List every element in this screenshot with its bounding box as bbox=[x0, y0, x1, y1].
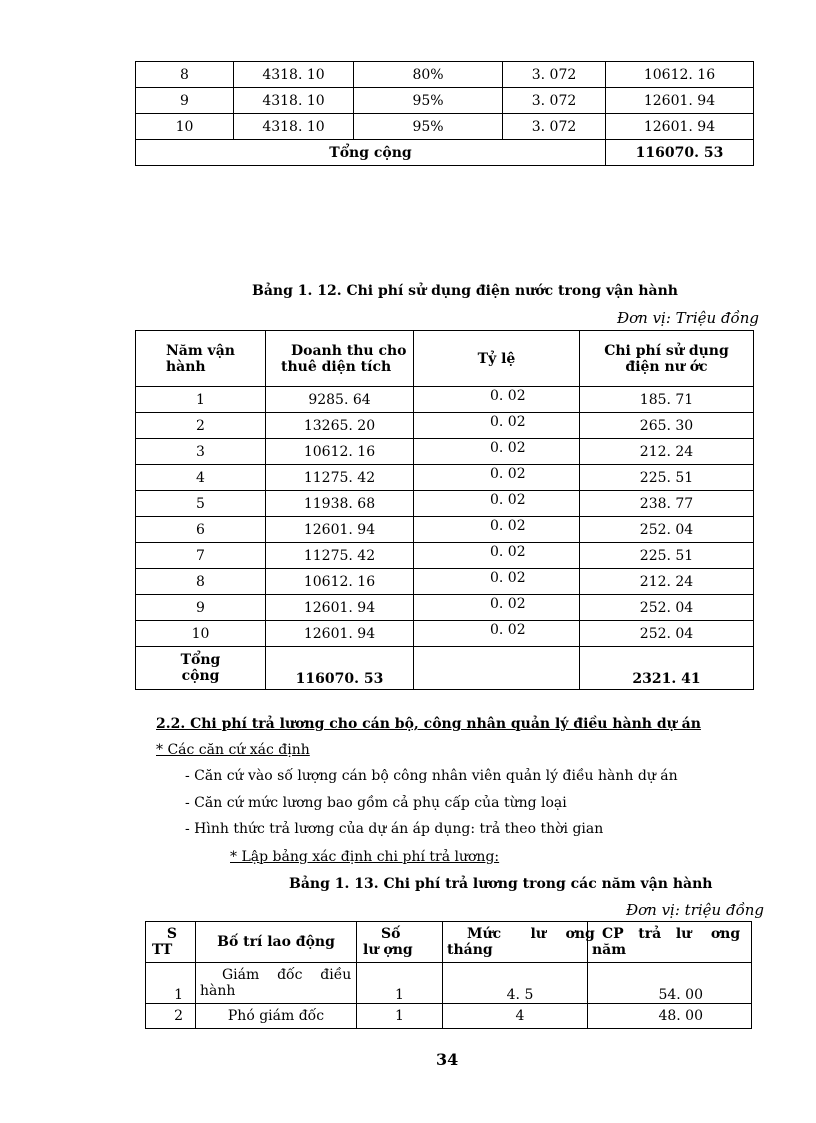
table-row bbox=[136, 517, 754, 543]
table-row bbox=[136, 114, 754, 140]
table-cell: 185. 71 bbox=[580, 387, 754, 413]
table-cell: 10612. 16 bbox=[606, 62, 754, 88]
table-cell: 3 bbox=[136, 439, 266, 465]
table-13-caption: Bảng 1. 13. Chi phí trả lương trong các năm vận hành bbox=[289, 876, 713, 892]
table-cell: 2 bbox=[146, 1004, 196, 1029]
table-cell: 12601. 94 bbox=[266, 517, 414, 543]
table-cell: 0. 02 bbox=[414, 543, 580, 569]
table-cell: 7 bbox=[136, 543, 266, 569]
table-row bbox=[136, 88, 754, 114]
header-year: Năm vận hành bbox=[136, 331, 266, 387]
table-cell: 9 bbox=[136, 88, 234, 114]
table-row bbox=[136, 595, 754, 621]
table-cell: 13265. 20 bbox=[266, 413, 414, 439]
table-row bbox=[136, 569, 754, 595]
header-ratio: Tỷ lệ bbox=[414, 331, 580, 387]
header-cost: Chi phí sử dụng điện nư ớc bbox=[580, 331, 754, 387]
table-cell: 10 bbox=[136, 621, 266, 647]
table-cell: 3. 072 bbox=[503, 88, 606, 114]
table-cell: 265. 30 bbox=[580, 413, 754, 439]
table-cell: 3. 072 bbox=[503, 114, 606, 140]
table-cell: 0. 02 bbox=[414, 387, 580, 413]
bullet-1: - Căn cứ vào số lượng cán bộ công nhân viên quản lý điều hành dự án bbox=[185, 768, 678, 784]
table-cell: 1 bbox=[136, 387, 266, 413]
table-cell: 0. 02 bbox=[414, 439, 580, 465]
table-cell: 0. 02 bbox=[414, 595, 580, 621]
table-cell: 11938. 68 bbox=[266, 491, 414, 517]
header-stt: S TT bbox=[146, 922, 196, 963]
plan-line: * Lập bảng xác định chi phí trả lương: bbox=[230, 849, 500, 865]
table-cell: 4318. 10 bbox=[234, 88, 354, 114]
total-revenue: 116070. 53 bbox=[266, 647, 414, 690]
table-cell: 95% bbox=[354, 88, 503, 114]
table-cell: 252. 04 bbox=[580, 517, 754, 543]
table-row bbox=[136, 62, 754, 88]
bullet-2: - Căn cứ mức lương bao gồm cả phụ cấp của từng loại bbox=[185, 795, 567, 811]
table-cell: 1 bbox=[146, 963, 196, 1004]
total-label: Tổng cộng bbox=[136, 140, 606, 166]
table-cell: 48. 00 bbox=[588, 1004, 752, 1029]
table-cell: 11275. 42 bbox=[266, 465, 414, 491]
table-cell: 8 bbox=[136, 62, 234, 88]
total-label: Tổng cộng bbox=[136, 647, 266, 690]
table-continuation bbox=[135, 61, 754, 166]
table-header-row bbox=[136, 331, 754, 387]
table-cell: 0. 02 bbox=[414, 465, 580, 491]
table-cell: 0. 02 bbox=[414, 491, 580, 517]
total-cost: 2321. 41 bbox=[580, 647, 754, 690]
table-12-caption: Bảng 1. 12. Chi phí sử dụng điện nước trong vận hành bbox=[252, 283, 678, 299]
header-annual: CP trả lư ơng năm bbox=[588, 922, 752, 963]
header-qty: Số lư ợng bbox=[357, 922, 443, 963]
table-cell: 9285. 64 bbox=[266, 387, 414, 413]
table-cell: 0. 02 bbox=[414, 517, 580, 543]
table-cell: 1 bbox=[357, 1004, 443, 1029]
table-13-unit: Đơn vị: triệu đồng bbox=[626, 901, 765, 919]
page-number: 34 bbox=[436, 1050, 459, 1069]
table-cell: 252. 04 bbox=[580, 595, 754, 621]
table-row bbox=[136, 543, 754, 569]
table-cell: 238. 77 bbox=[580, 491, 754, 517]
table-cell: 12601. 94 bbox=[606, 114, 754, 140]
table-cell: 212. 24 bbox=[580, 439, 754, 465]
table-cell: 1 bbox=[357, 963, 443, 1004]
basis-heading: * Các căn cứ xác định bbox=[156, 742, 310, 758]
table-row bbox=[146, 963, 752, 1004]
table-cell: 80% bbox=[354, 62, 503, 88]
table-cell: 9 bbox=[136, 595, 266, 621]
table-row bbox=[136, 621, 754, 647]
total-value: 116070. 53 bbox=[606, 140, 754, 166]
table-row bbox=[136, 387, 754, 413]
header-revenue: Doanh thu cho thuê diện tích bbox=[266, 331, 414, 387]
header-monthly: Mức lư ơng tháng bbox=[443, 922, 588, 963]
table-cell: 10 bbox=[136, 114, 234, 140]
table-electricity-water bbox=[135, 330, 754, 690]
table-row bbox=[136, 491, 754, 517]
table-total-row bbox=[136, 140, 754, 166]
table-row bbox=[146, 1004, 752, 1029]
table-cell: 252. 04 bbox=[580, 621, 754, 647]
table-cell: 10612. 16 bbox=[266, 439, 414, 465]
table-cell: 212. 24 bbox=[580, 569, 754, 595]
table-cell: 4 bbox=[136, 465, 266, 491]
table-cell: 5 bbox=[136, 491, 266, 517]
table-cell: 4 bbox=[443, 1004, 588, 1029]
table-cell: 4318. 10 bbox=[234, 62, 354, 88]
table-header-row bbox=[146, 922, 752, 963]
table-cell: 10612. 16 bbox=[266, 569, 414, 595]
table-row bbox=[136, 413, 754, 439]
table-total-row bbox=[136, 647, 754, 690]
section-heading: 2.2. Chi phí trả lương cho cán bộ, công nhân quản lý điều hành dự án bbox=[156, 716, 701, 732]
table-cell: 4318. 10 bbox=[234, 114, 354, 140]
table-cell: 8 bbox=[136, 569, 266, 595]
table-row bbox=[136, 465, 754, 491]
table-cell: 0. 02 bbox=[414, 621, 580, 647]
table-cell: 3. 072 bbox=[503, 62, 606, 88]
table-cell: 225. 51 bbox=[580, 465, 754, 491]
table-cell: 4. 5 bbox=[443, 963, 588, 1004]
table-cell: 6 bbox=[136, 517, 266, 543]
table-cell: 0. 02 bbox=[414, 569, 580, 595]
header-role: Bố trí lao động bbox=[196, 922, 357, 963]
table-cell: 0. 02 bbox=[414, 413, 580, 439]
total-ratio-empty bbox=[414, 647, 580, 690]
table-cell: 12601. 94 bbox=[266, 595, 414, 621]
table-row bbox=[136, 439, 754, 465]
table-cell: Giám đốc điều hành bbox=[196, 963, 357, 1004]
table-cell: 11275. 42 bbox=[266, 543, 414, 569]
table-cell: 2 bbox=[136, 413, 266, 439]
table-cell: 225. 51 bbox=[580, 543, 754, 569]
table-cell: 12601. 94 bbox=[266, 621, 414, 647]
table-cell: 54. 00 bbox=[588, 963, 752, 1004]
table-salary bbox=[145, 921, 752, 1029]
table-12-unit: Đơn vị: Triệu đồng bbox=[617, 309, 759, 327]
bullet-3: - Hình thức trả lương của dự án áp dụng: trả theo thời gian bbox=[185, 821, 604, 837]
table-cell: 12601. 94 bbox=[606, 88, 754, 114]
table-cell: Phó giám đốc bbox=[196, 1004, 357, 1029]
table-cell: 95% bbox=[354, 114, 503, 140]
